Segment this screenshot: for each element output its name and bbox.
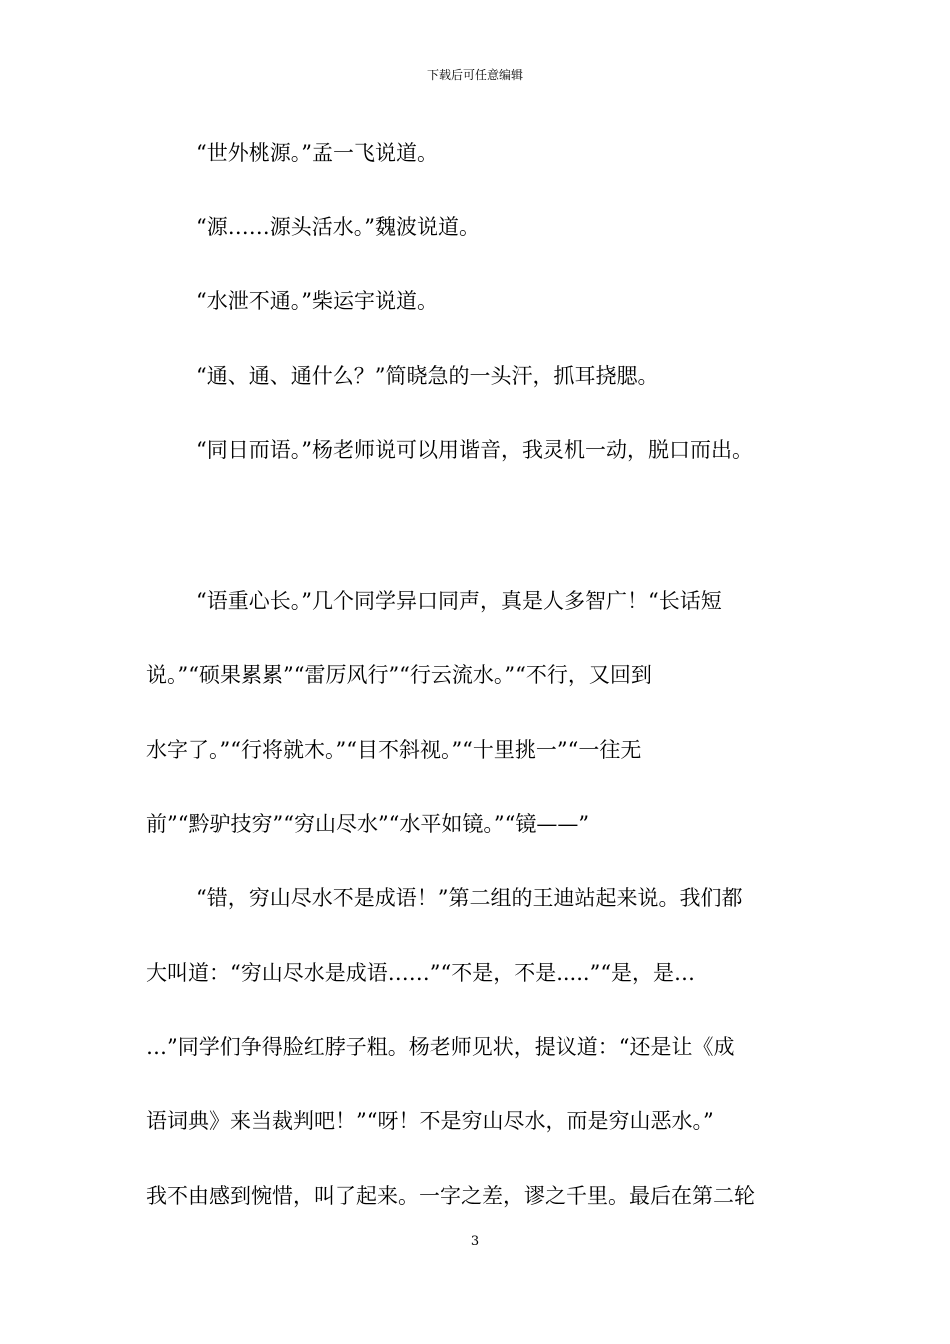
text-line: 大叫道：“穷山尽水是成语……”“不是，不是.....”“是，是… (146, 961, 696, 985)
page-number: 3 (470, 1234, 480, 1249)
text-line: 说。”“硕果累累”“雷厉风行”“行云流水。”“不行，又回到 (146, 663, 652, 687)
text-line: “通、通、通什么？”简晓急的一头汗，抓耳挠腮。 (196, 364, 659, 388)
text-line: “错，穷山尽水不是成语！”第二组的王迪站起来说。我们都 (196, 886, 743, 910)
page-header: 下载后可任意编辑 (426, 68, 523, 82)
text-line: 前”“黔驴技穷”“穷山尽水”“水平如镜。”“镜——” (146, 812, 590, 836)
text-line: 我不由感到惋惜，叫了起来。一字之差，谬之千里。最后在第二轮 (146, 1184, 755, 1208)
text-line: 语词典》来当裁判吧！”“呀！不是穷山尽水，而是穷山恶水。” (146, 1109, 714, 1133)
text-line: …”同学们争得脸红脖子粗。杨老师见状，提议道：“还是让《成 (146, 1035, 735, 1059)
text-line: “源……源头活水。”魏波说道。 (196, 215, 480, 239)
text-line: 水字了。”“行将就木。”“目不斜视。”“十里挑一”“一往无 (146, 738, 642, 762)
text-line: “语重心长。”几个同学异口同声，真是人多智广！“长话短 (196, 589, 722, 613)
text-line: “世外桃源。”孟一飞说道。 (196, 141, 438, 165)
text-line: “水泄不通。”柴运宇说道。 (196, 289, 438, 313)
text-line: “同日而语。”杨老师说可以用谐音，我灵机一动，脱口而出。 (196, 438, 753, 462)
